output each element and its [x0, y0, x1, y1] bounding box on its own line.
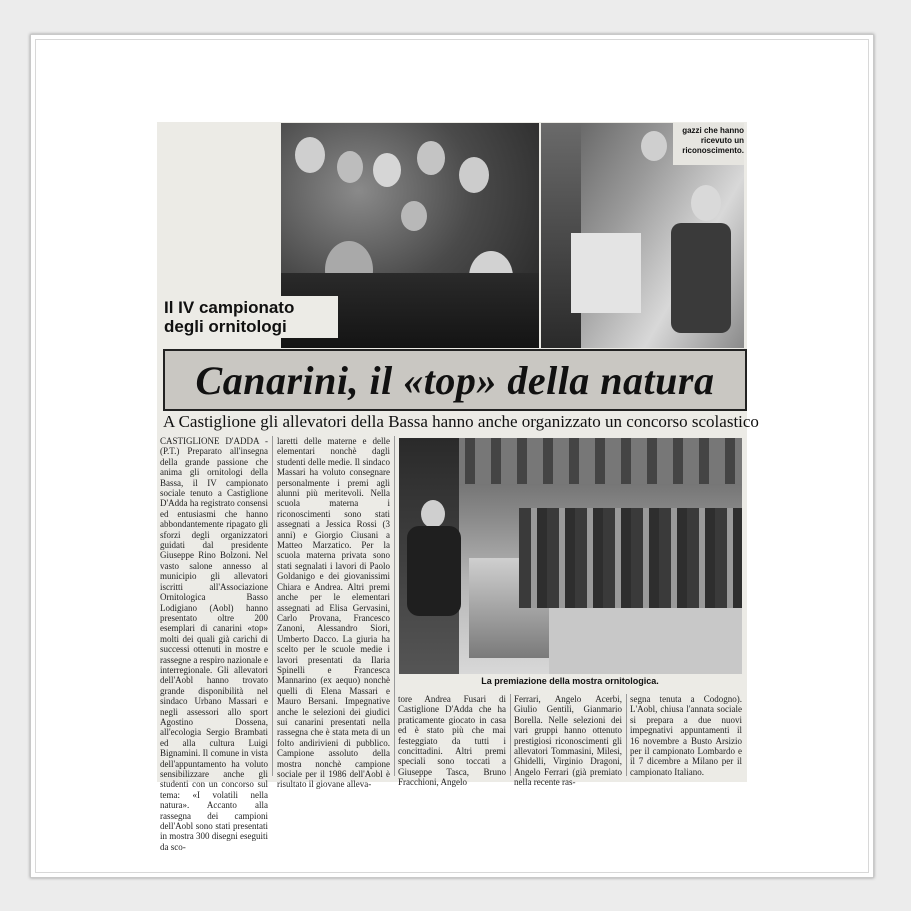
column-rule-4	[626, 694, 627, 776]
face-girl	[641, 131, 667, 161]
face-4	[417, 141, 445, 175]
boy-body	[671, 223, 731, 333]
article-column-3: tore Andrea Fusari di Castiglione D'Adda che ha praticamente giocato in casa ed è stato più che mai festeggiato da tutti i concittadini. Altri premi speciali sono toccati a Giuseppe Tasca, Bruno Fracchioni, Angelo	[398, 694, 506, 788]
photo-children-right	[541, 123, 744, 348]
face-1	[295, 137, 325, 173]
article-kicker: Il IV campionato degli ornitologi	[160, 296, 338, 338]
article-column-2: laretti delle materne e delle elementari nonchè dagli studenti delle medie. Il sindaco Massari ha voluto consegnare personalmente i premi agli alunni più meritevoli. Nella scuola materna i riconoscimenti sono stati assegnati a Jessica Rossi (3 anni) e Giorgio Ciusani a Matteo Marzatico. Per la scuola materna privata sono stati segnalati i lavori di Paolo Goldanigo e dei giovanissimi Chiara e Andrea. Altri premi anche per le elementari assegnati ad Elisa Gervasini, Carlo Provana, Francesco Zanoni, Alessandro Siori, Umberto Dacco. La giuria ha scelto per le scuole medie i lavori presentati da Ilaria Spinelli e Francesca Mannarino (ex aequo) nonchè quelli di Elena Massari e Mauro Bersani. Impegnative anche le selezioni dei giudici sui canarini presentati nella rassegna che è stata meta di un folto andirivieni di pubblico. Campione assoluto della mostra nonchè campione sociale per il 1986 dell'Aobl è risultato il giovane alleva-	[277, 436, 390, 790]
photo-top-right-caption: gazzi che hanno ricevuto un riconoscimento.	[682, 126, 744, 155]
article-column-5: segna tenuta a Codogno). L'Aobl, chiusa l'annata sociale si prepara a due nuovi impegnativi appuntamenti il 16 novembre a Busto Arsizio per il campionato Lombardo e il 7 dicembre a Milano per il campionato Italiano.	[630, 694, 742, 777]
face-boy	[691, 185, 721, 221]
article-column-1: CASTIGLIONE D'ADDA - (P.T.) Preparato all'insegna della grande passione che anima gli ornitologi della Bassa, il IV campionato sociale tenuto a Castiglione D'Adda ha registrato consensi ed entusiasmi che hanno abbondantemente ripagato gli sforzi degli organizzatori guidati dal presidente Giuseppe Rino Bolzoni. Nel vasto salone annesso al municipio gli allevatori iscritti all'Associazione Ornitologica Basso Lodigiano (Aobl) hanno presentato oltre 200 esemplari di canarini «top» molti dei quali già carichi di successi ottenuti in mostre e rassegne a respiro nazionale e interregionale. Gli allevatori dell'Aobl hanno trovato grande disponibilità nel sindaco Urbano Massari e negli assessori allo sport Agostino Dossena, all'ecologia Sergio Brambati ed alla cultura Luigi Bignamini. Il comune in vista dell'appuntamento ha voluto sensibilizzare anche gli studenti con un concorso sul tema: «I volatili nella natura». Accanto alla rassegna dei campioni dell'Aobl sono stati presentati in mostra 300 disegni eseguiti da sco-	[160, 436, 268, 852]
ceiling-lights	[439, 438, 742, 484]
display-cage	[571, 233, 641, 313]
presenter-body	[407, 526, 461, 616]
floor	[549, 608, 742, 674]
photo-award-ceremony	[399, 438, 742, 674]
face-presenter	[421, 500, 445, 528]
column-rule-2	[394, 436, 395, 776]
column-rule-3	[510, 694, 511, 776]
column-rule-1	[272, 436, 273, 776]
face-3	[373, 153, 401, 187]
face-6	[401, 201, 427, 231]
article-headline: Canarini, il «top» della natura	[195, 357, 715, 403]
article-column-4: Ferrari, Angelo Acerbi, Giulio Gentili, Gianmario Borella. Nelle selezioni dei vari gruppi hanno ottenuto prestigiosi riconoscimenti gli allevatori Tommasini, Milesi, Ghidelli, Virginio Dragoni, Angelo Ferrari (già premiato nella recente ras-	[514, 694, 622, 788]
photo-main-caption: La premiazione della mostra ornitologica.	[481, 676, 659, 686]
face-2	[337, 151, 363, 183]
face-5	[459, 157, 489, 193]
headline-box	[163, 349, 747, 411]
article-subheadline: A Castiglione gli allevatori della Bassa hanno anche organizzato un concorso scolastico	[163, 412, 759, 431]
crowd	[519, 508, 742, 608]
